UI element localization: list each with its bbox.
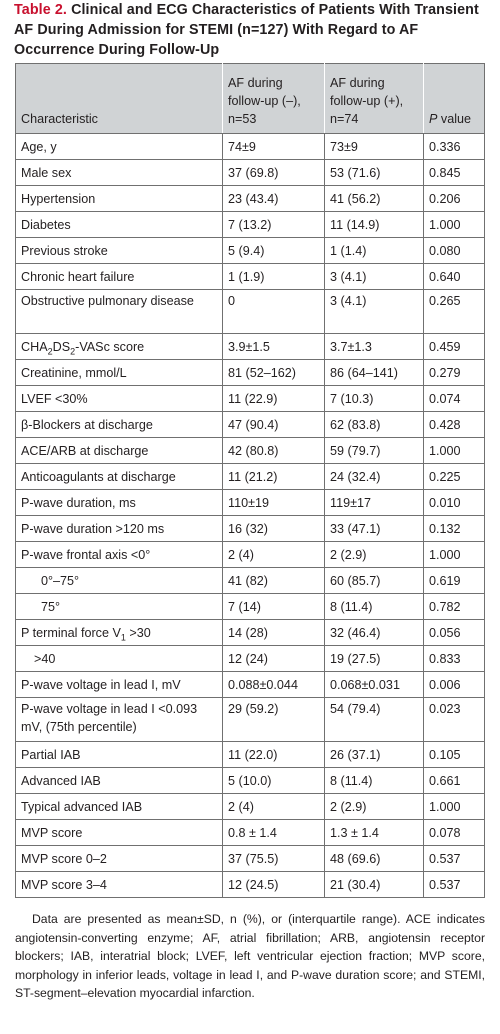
table-row: [16, 620, 485, 646]
cell-af-positive: 1.3 ± 1.4: [325, 820, 424, 846]
cell-characteristic: 75°: [16, 594, 223, 620]
characteristic-text: P terminal force V: [21, 625, 121, 640]
cell-af-negative: 81 (52–162): [223, 360, 325, 386]
header-characteristic: Characteristic: [16, 64, 223, 134]
cell-p-value: 0.336: [424, 134, 485, 160]
cell-af-negative: 11 (21.2): [223, 464, 325, 490]
cell-characteristic: β-Blockers at discharge: [16, 412, 223, 438]
cell-af-negative: 110±19: [223, 490, 325, 516]
cell-af-negative: 0: [223, 290, 325, 334]
cell-af-negative: 47 (90.4): [223, 412, 325, 438]
cell-af-negative: 7 (14): [223, 594, 325, 620]
p-rest: value: [437, 112, 472, 126]
cell-af-negative: 0.088±0.044: [223, 672, 325, 698]
cell-af-negative: 74±9: [223, 134, 325, 160]
cell-characteristic: Previous stroke: [16, 238, 223, 264]
cell-af-positive: 11 (14.9): [325, 212, 424, 238]
cell-p-value: 1.000: [424, 794, 485, 820]
cell-af-negative: 37 (69.8): [223, 160, 325, 186]
cell-af-positive: 32 (46.4): [325, 620, 424, 646]
header-row: [16, 64, 485, 134]
cell-p-value: 0.640: [424, 264, 485, 290]
table-row: [16, 542, 485, 568]
table-row: [16, 438, 485, 464]
characteristic-text: DS: [52, 339, 71, 354]
cell-p-value: 0.080: [424, 238, 485, 264]
cell-af-positive: 3 (4.1): [325, 290, 424, 334]
cell-af-positive: 2 (2.9): [325, 794, 424, 820]
cell-p-value: 0.074: [424, 386, 485, 412]
subscript: 1: [120, 632, 126, 643]
cell-characteristic: MVP score: [16, 820, 223, 846]
cell-af-positive: 3.7±1.3: [325, 334, 424, 360]
table-row: [16, 238, 485, 264]
cell-p-value: 0.537: [424, 872, 485, 898]
cell-af-negative: 7 (13.2): [223, 212, 325, 238]
cell-characteristic: [16, 334, 223, 360]
table-row: [16, 264, 485, 290]
cell-af-positive: 59 (79.7): [325, 438, 424, 464]
cell-af-positive: 54 (79.4): [325, 698, 424, 742]
cell-characteristic: Hypertension: [16, 186, 223, 212]
cell-characteristic: P-wave voltage in lead I, mV: [16, 672, 223, 698]
cell-characteristic: ACE/ARB at discharge: [16, 438, 223, 464]
cell-characteristic: Typical advanced IAB: [16, 794, 223, 820]
table-row: [16, 742, 485, 768]
cell-p-value: 0.782: [424, 594, 485, 620]
cell-af-negative: 11 (22.0): [223, 742, 325, 768]
cell-characteristic: Partial IAB: [16, 742, 223, 768]
table-row: [16, 594, 485, 620]
cell-af-positive: 33 (47.1): [325, 516, 424, 542]
cell-p-value: 0.078: [424, 820, 485, 846]
cell-characteristic: Advanced IAB: [16, 768, 223, 794]
characteristics-table: [15, 63, 485, 898]
cell-p-value: 0.206: [424, 186, 485, 212]
table-row: [16, 212, 485, 238]
cell-p-value: 1.000: [424, 542, 485, 568]
cell-p-value: 1.000: [424, 212, 485, 238]
table-row: [16, 516, 485, 542]
cell-af-negative: 2 (4): [223, 794, 325, 820]
cell-af-positive: 73±9: [325, 134, 424, 160]
cell-af-negative: 29 (59.2): [223, 698, 325, 742]
cell-characteristic: >40: [16, 646, 223, 672]
cell-af-positive: 62 (83.8): [325, 412, 424, 438]
cell-af-positive: 21 (30.4): [325, 872, 424, 898]
header-p-value: [424, 64, 485, 134]
cell-af-positive: 3 (4.1): [325, 264, 424, 290]
cell-af-positive: 8 (11.4): [325, 594, 424, 620]
table-row: [16, 290, 485, 334]
table-row: [16, 386, 485, 412]
cell-p-value: 0.023: [424, 698, 485, 742]
cell-characteristic: Male sex: [16, 160, 223, 186]
table-row: [16, 360, 485, 386]
cell-af-positive: 53 (71.6): [325, 160, 424, 186]
table-row: [16, 646, 485, 672]
table-title: [14, 0, 494, 60]
cell-characteristic: MVP score 0–2: [16, 846, 223, 872]
cell-p-value: 0.459: [424, 334, 485, 360]
cell-p-value: 1.000: [424, 438, 485, 464]
cell-p-value: 0.428: [424, 412, 485, 438]
cell-af-positive: 1 (1.4): [325, 238, 424, 264]
table-row: [16, 160, 485, 186]
cell-characteristic: Age, y: [16, 134, 223, 160]
cell-af-negative: 16 (32): [223, 516, 325, 542]
cell-af-negative: 23 (43.4): [223, 186, 325, 212]
cell-p-value: 0.105: [424, 742, 485, 768]
cell-p-value: 0.006: [424, 672, 485, 698]
subscript: 2: [70, 346, 76, 357]
cell-af-negative: 0.8 ± 1.4: [223, 820, 325, 846]
cell-characteristic: P-wave frontal axis <0°: [16, 542, 223, 568]
table-row: [16, 846, 485, 872]
subscript: 2: [47, 346, 53, 357]
cell-characteristic: Chronic heart failure: [16, 264, 223, 290]
table-row: [16, 134, 485, 160]
cell-characteristic: Anticoagulants at discharge: [16, 464, 223, 490]
characteristic-text: >30: [125, 625, 151, 640]
cell-af-negative: 14 (28): [223, 620, 325, 646]
table-row: [16, 568, 485, 594]
cell-characteristic: P-wave duration, ms: [16, 490, 223, 516]
cell-af-negative: 11 (22.9): [223, 386, 325, 412]
cell-p-value: 0.833: [424, 646, 485, 672]
cell-p-value: 0.619: [424, 568, 485, 594]
table-row: [16, 464, 485, 490]
table-caption: Clinical and ECG Characteristics of Patients With Transient AF During Admission for STEMI (n=127) With Regard to AF Occurrence During Follow-Up: [14, 2, 479, 58]
table-number: Table 2.: [14, 2, 67, 18]
cell-af-negative: 12 (24): [223, 646, 325, 672]
cell-af-positive: 60 (85.7): [325, 568, 424, 594]
table-row: [16, 820, 485, 846]
table-row: [16, 698, 485, 742]
cell-p-value: 0.225: [424, 464, 485, 490]
cell-af-positive: 24 (32.4): [325, 464, 424, 490]
cell-af-positive: 7 (10.3): [325, 386, 424, 412]
table-row: [16, 672, 485, 698]
cell-p-value: 0.010: [424, 490, 485, 516]
header-af-positive: AF during follow-up (+), n=74: [325, 64, 424, 134]
table-row: [16, 490, 485, 516]
cell-characteristic: Creatinine, mmol/L: [16, 360, 223, 386]
table-row: [16, 186, 485, 212]
cell-af-negative: 2 (4): [223, 542, 325, 568]
header-af-negative: AF during follow-up (–), n=53: [223, 64, 325, 134]
cell-p-value: 0.265: [424, 290, 485, 334]
cell-af-negative: 12 (24.5): [223, 872, 325, 898]
cell-af-positive: 0.068±0.031: [325, 672, 424, 698]
cell-p-value: 0.845: [424, 160, 485, 186]
characteristic-text: -VASc score: [75, 339, 145, 354]
cell-characteristic: 0°–75°: [16, 568, 223, 594]
cell-characteristic: LVEF <30%: [16, 386, 223, 412]
table-row: [16, 334, 485, 360]
cell-af-negative: 41 (82): [223, 568, 325, 594]
cell-characteristic: P-wave duration >120 ms: [16, 516, 223, 542]
cell-characteristic: [16, 620, 223, 646]
table-row: [16, 412, 485, 438]
cell-p-value: 0.537: [424, 846, 485, 872]
table-row: [16, 872, 485, 898]
cell-af-positive: 26 (37.1): [325, 742, 424, 768]
cell-af-positive: 119±17: [325, 490, 424, 516]
cell-af-positive: 8 (11.4): [325, 768, 424, 794]
table-row: [16, 794, 485, 820]
cell-af-positive: 48 (69.6): [325, 846, 424, 872]
cell-af-positive: 41 (56.2): [325, 186, 424, 212]
table-footnote: Data are presented as mean±SD, n (%), or (interquartile range). ACE indicates angiotensin-converting enzyme; AF, atrial fibrillation; ARB, angiotensin receptor blockers; IAB, interatrial block; LVEF, left ventricular ejection fraction; MVP score, morphology in inferior leads, voltage in lead I, and P-wave duration score; and STEMI, ST-segment–elevation myocardial infarction.: [15, 912, 485, 1001]
cell-af-positive: 86 (64–141): [325, 360, 424, 386]
cell-characteristic: MVP score 3–4: [16, 872, 223, 898]
cell-af-negative: 5 (9.4): [223, 238, 325, 264]
cell-characteristic: P-wave voltage in lead I <0.093 mV, (75th percentile): [16, 698, 223, 742]
characteristic-text: CHA: [21, 339, 48, 354]
cell-characteristic: Diabetes: [16, 212, 223, 238]
cell-af-negative: 3.9±1.5: [223, 334, 325, 360]
cell-af-positive: 19 (27.5): [325, 646, 424, 672]
cell-characteristic: Obstructive pulmonary disease: [16, 290, 223, 334]
cell-p-value: 0.056: [424, 620, 485, 646]
cell-af-positive: 2 (2.9): [325, 542, 424, 568]
table-row: [16, 768, 485, 794]
cell-af-negative: 42 (80.8): [223, 438, 325, 464]
cell-af-negative: 1 (1.9): [223, 264, 325, 290]
cell-p-value: 0.279: [424, 360, 485, 386]
cell-p-value: 0.132: [424, 516, 485, 542]
cell-af-negative: 5 (10.0): [223, 768, 325, 794]
cell-af-negative: 37 (75.5): [223, 846, 325, 872]
cell-p-value: 0.661: [424, 768, 485, 794]
p-italic: P: [429, 112, 438, 126]
